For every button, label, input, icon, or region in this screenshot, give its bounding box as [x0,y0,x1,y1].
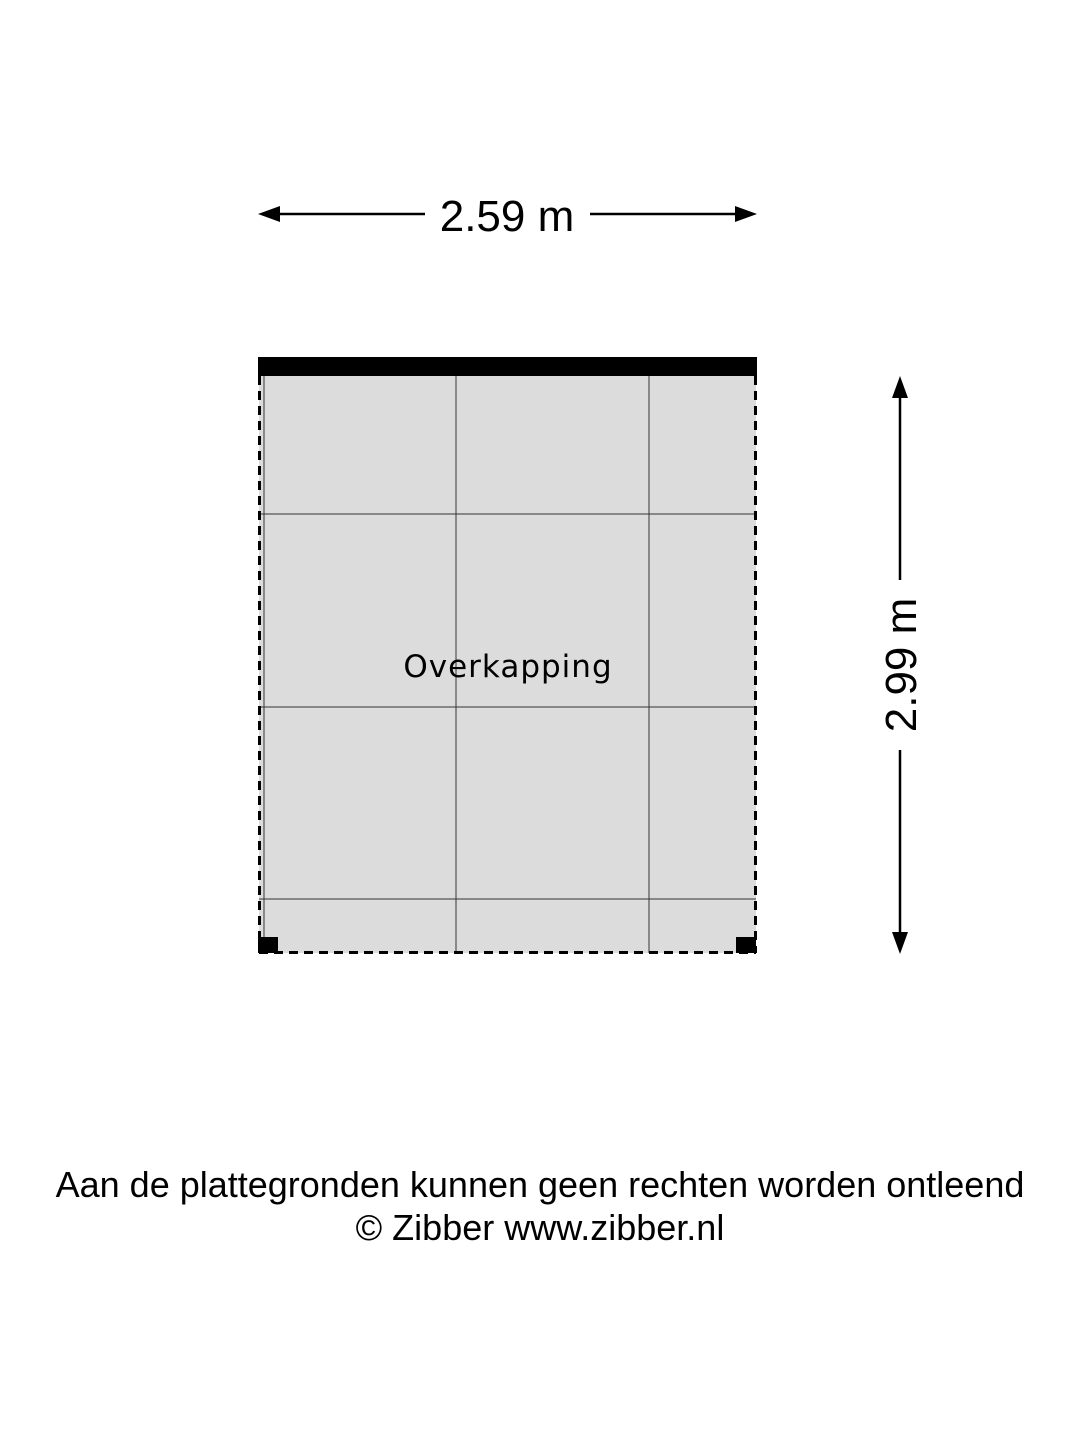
height-dimension [877,376,926,954]
arrow-left-icon [258,206,280,222]
copyright-text: © Zibber www.zibber.nl [355,1207,725,1248]
wall-top [258,357,757,376]
width-dimension [258,192,757,241]
room-label: Overkapping [403,649,613,685]
arrow-down-icon [892,932,908,954]
disclaimer-text: Aan de plattegronden kunnen geen rechten worden ontleend [55,1164,1025,1205]
room-overkapping [258,357,757,953]
post-bottom-left [258,937,278,953]
width-dimension-label: 2.59 m [439,192,575,241]
post-bottom-right [736,937,756,953]
height-dimension-label: 2.99 m [877,597,926,733]
arrow-right-icon [735,206,757,222]
arrow-up-icon [892,376,908,398]
